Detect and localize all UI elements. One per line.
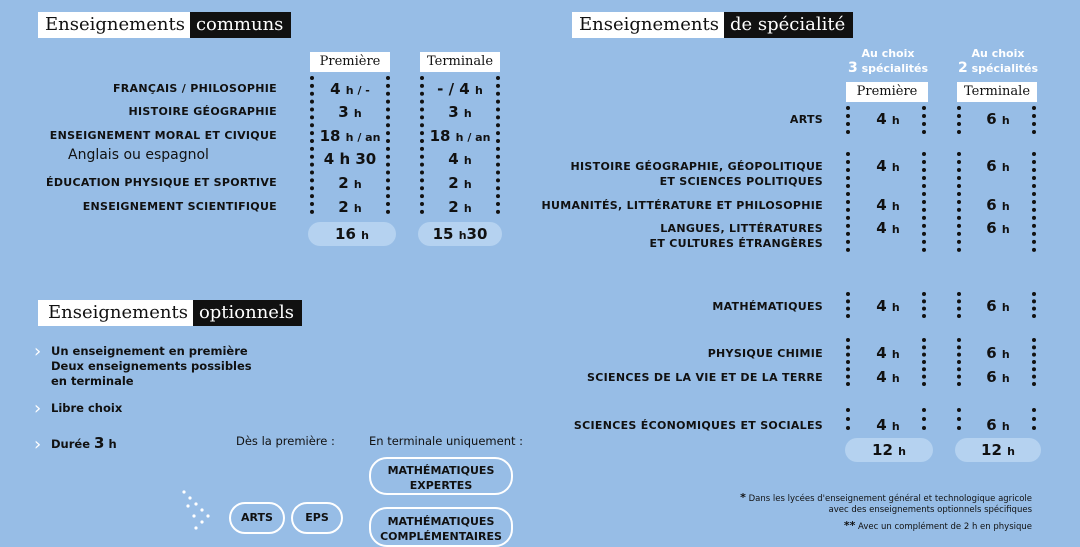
specialite-terminale-value	[964, 368, 1032, 386]
optionnels-bullet-1	[51, 344, 252, 389]
hours-value: 6	[986, 157, 997, 175]
communs-terminale-value	[424, 174, 496, 192]
choice-premiere	[840, 47, 936, 76]
communs-row-label: ENSEIGNEMENT MORAL ET CIVIQUE	[49, 129, 277, 142]
specialite-row-label	[790, 112, 823, 127]
optionnels-title-black: optionnels	[193, 300, 302, 326]
specialite-title-black: de spécialité	[724, 12, 853, 38]
dotted-divider	[957, 106, 961, 134]
hours-unit: h	[1001, 200, 1010, 213]
dotted-divider	[922, 292, 926, 318]
hours-unit: h / an	[455, 131, 491, 144]
choice-number: 3	[848, 60, 858, 76]
pill-line: MATHÉMATIQUES	[387, 515, 495, 528]
specialite-row-label	[541, 198, 823, 213]
dotted-divider	[922, 408, 926, 430]
hours-unit: h	[474, 84, 483, 97]
specialite-col-premiere: Première	[846, 82, 928, 102]
hours-value: 2	[448, 174, 459, 192]
footnote-1	[732, 492, 1032, 516]
footnote-2	[732, 520, 1032, 533]
footnote-marker: **	[843, 519, 856, 532]
communs-title-white: Enseignements	[38, 12, 190, 38]
hours-value: 4	[876, 368, 887, 386]
footnote-line: avec des enseignements optionnels spécifiques	[828, 505, 1032, 515]
specialite-terminale-value	[964, 110, 1032, 128]
dotted-divider	[846, 292, 850, 318]
chevron-right-icon: ›	[34, 398, 42, 419]
total-unit: h	[1007, 445, 1015, 458]
specialite-terminale-value	[964, 297, 1032, 315]
communs-premiere-value	[314, 174, 386, 192]
total-unit: h	[898, 445, 906, 458]
hours-value: 2	[448, 198, 459, 216]
specialite-terminale-value	[964, 344, 1032, 362]
hours-value: 3	[338, 103, 349, 121]
dotted-divider	[846, 152, 850, 252]
hours-value: 4	[876, 416, 887, 434]
hours-value: 18	[429, 127, 451, 145]
specialite-row-label	[708, 346, 823, 361]
duree-value: 3	[94, 434, 105, 452]
specialite-premiere-value	[854, 416, 922, 434]
pill-line: EXPERTES	[409, 479, 473, 492]
hours-value: 4	[876, 196, 887, 214]
duree-label: Durée	[51, 437, 91, 451]
specialite-total-terminale	[955, 438, 1041, 462]
footnote-line: Dans les lycées d'enseignement général et technologique agricole	[748, 494, 1032, 504]
communs-terminale-value	[424, 150, 496, 168]
hours-value: 6	[986, 344, 997, 362]
dotted-divider	[846, 338, 850, 386]
hours-value: 6	[986, 368, 997, 386]
communs-terminale-value	[424, 80, 496, 98]
specialite-total-premiere	[845, 438, 933, 462]
pill-line: COMPLÉMENTAIRES	[380, 530, 502, 543]
hours-unit: h	[891, 420, 900, 433]
choice-line: spécialités	[971, 62, 1038, 75]
specialite-row-label	[712, 299, 823, 314]
specialite-terminale-value	[964, 157, 1032, 175]
choice-line: spécialités	[861, 62, 928, 75]
bullet-line: Deux enseignements possibles	[51, 359, 252, 373]
optionnels-title-white: Enseignements	[38, 300, 193, 326]
hours-unit: h	[891, 348, 900, 361]
total-value: 12	[981, 441, 1002, 459]
chevron-right-icon: ›	[34, 434, 42, 455]
hours-unit: h	[1001, 372, 1010, 385]
specialite-row-label	[650, 221, 823, 251]
communs-total-premiere	[308, 222, 396, 246]
bullet-line: en terminale	[51, 374, 134, 388]
hours-unit: h	[891, 200, 900, 213]
hours-unit: h	[1001, 223, 1010, 236]
dotted-divider	[846, 106, 850, 134]
hours-unit: h	[1001, 161, 1010, 174]
bullet-line: Un enseignement en première	[51, 344, 248, 358]
hours-unit: h	[1001, 301, 1010, 314]
hours-value: 3	[448, 103, 459, 121]
communs-row-label: ENSEIGNEMENT SCIENTIFIQUE	[82, 200, 277, 213]
specialite-premiere-value	[854, 196, 922, 214]
label-line: MATHÉMATIQUES	[712, 300, 823, 313]
hours-unit: h	[353, 202, 362, 215]
label-line: SCIENCES DE LA VIE ET DE LA TERRE	[587, 371, 823, 384]
dotted-divider	[957, 152, 961, 252]
specialite-terminale-value	[964, 219, 1032, 237]
communs-title	[38, 12, 291, 38]
label-line: SCIENCES ÉCONOMIQUES ET SOCIALES	[573, 419, 823, 432]
communs-row-label: ÉDUCATION PHYSIQUE ET SPORTIVE	[46, 176, 277, 189]
total-value: 15	[432, 225, 454, 243]
hours-unit: h	[1001, 420, 1010, 433]
communs-title-black: communs	[190, 12, 291, 38]
hours-unit: h	[891, 114, 900, 127]
hours-value: 4	[876, 157, 887, 175]
hours-unit: h	[463, 178, 472, 191]
option-eps: EPS	[291, 502, 343, 534]
specialite-terminale-value	[964, 196, 1032, 214]
label-line: HUMANITÉS, LITTÉRATURE ET PHILOSOPHIE	[541, 199, 823, 212]
option-maths-complementaires	[369, 507, 513, 547]
hours-value: 4	[876, 344, 887, 362]
label-line: LANGUES, LITTÉRATURES	[660, 222, 823, 235]
total-unit: h	[458, 229, 467, 242]
hours-value: 4 h 30	[323, 150, 377, 168]
specialite-premiere-value	[854, 157, 922, 175]
hours-value: 4	[876, 219, 887, 237]
specialite-row-label	[571, 159, 823, 189]
specialite-row-label	[587, 370, 823, 385]
communs-premiere-value	[314, 103, 386, 121]
specialite-row-label	[574, 418, 823, 433]
duree-unit: h	[108, 437, 117, 451]
option-maths-expertes	[369, 457, 513, 495]
label-line: ET CULTURES ÉTRANGÈRES	[649, 237, 823, 250]
communs-premiere-value	[314, 198, 386, 216]
dotted-divider	[957, 408, 961, 430]
hours-unit: h	[891, 223, 900, 236]
hours-value: 6	[986, 196, 997, 214]
dotted-divider	[1032, 292, 1036, 318]
hours-unit: h	[1001, 348, 1010, 361]
hours-value: 2	[338, 198, 349, 216]
hours-value: 6	[986, 297, 997, 315]
choice-line: Au choix	[971, 47, 1025, 60]
communs-row-label: FRANÇAIS / PHILOSOPHIE	[112, 82, 277, 95]
communs-total-terminale	[418, 222, 502, 246]
terminale-options-heading: En terminale uniquement :	[369, 434, 524, 448]
specialite-premiere-value	[854, 219, 922, 237]
communs-terminale-value	[424, 103, 496, 121]
hours-value: 4	[876, 110, 887, 128]
hours-value: - / 4	[437, 80, 470, 98]
optionnels-title	[38, 300, 302, 326]
communs-terminale-value	[424, 127, 496, 145]
optionnels-bullet-3	[51, 436, 117, 452]
label-line: ARTS	[789, 113, 823, 126]
option-arts: ARTS	[229, 502, 285, 534]
hours-unit: h / an	[345, 131, 381, 144]
hours-unit: h	[891, 372, 900, 385]
communs-premiere-value	[314, 127, 386, 145]
communs-col-premiere: Première	[310, 52, 390, 72]
communs-terminale-value	[424, 198, 496, 216]
hours-unit: h	[463, 154, 472, 167]
hours-value: 2	[338, 174, 349, 192]
premiere-options-heading: Dès la première :	[236, 434, 335, 448]
communs-premiere-value	[314, 150, 386, 168]
specialite-col-terminale: Terminale	[957, 82, 1037, 102]
specialite-premiere-value	[854, 297, 922, 315]
hours-value: 6	[986, 219, 997, 237]
hours-value: 6	[986, 110, 997, 128]
dotted-divider	[1032, 408, 1036, 430]
pill-line: MATHÉMATIQUES	[387, 464, 495, 477]
hours-value: 18	[319, 127, 341, 145]
hours-value: 4	[330, 80, 341, 98]
specialite-title-white: Enseignements	[572, 12, 724, 38]
specialite-premiere-value	[854, 344, 922, 362]
dotted-divider	[957, 292, 961, 318]
dotted-divider	[922, 152, 926, 252]
dotted-divider	[1032, 338, 1036, 386]
optionnels-bullet-2: Libre choix	[51, 401, 123, 415]
specialite-premiere-value	[854, 368, 922, 386]
dotted-divider	[922, 338, 926, 386]
choice-number: 2	[958, 60, 968, 76]
specialite-premiere-value	[854, 110, 922, 128]
dotted-divider	[846, 408, 850, 430]
total-unit: h	[361, 229, 369, 242]
dotted-divider	[1032, 152, 1036, 252]
dotted-divider	[1032, 106, 1036, 134]
specialite-title	[572, 12, 853, 38]
footnote-line: Avec un complément de 2 h en physique	[858, 522, 1032, 532]
communs-col-terminale: Terminale	[420, 52, 500, 72]
hours-unit: h	[353, 178, 362, 191]
choice-line: Au choix	[861, 47, 915, 60]
total-value: 12	[872, 441, 893, 459]
hours-value: 6	[986, 416, 997, 434]
communs-row-label: Anglais ou espagnol	[68, 147, 209, 163]
hours-unit: h / -	[345, 84, 370, 97]
hours-unit: h	[891, 161, 900, 174]
communs-row-label: HISTOIRE GÉOGRAPHIE	[128, 105, 277, 118]
choice-terminale	[950, 47, 1046, 76]
hours-unit: h	[891, 301, 900, 314]
dotted-divider	[386, 76, 390, 214]
footnote-marker: *	[740, 491, 746, 504]
dotted-divider	[922, 106, 926, 134]
hours-value: 4	[448, 150, 459, 168]
label-line: HISTOIRE GÉOGRAPHIE, GÉOPOLITIQUE	[570, 160, 823, 173]
total-value-minutes: 30	[466, 225, 488, 243]
hours-unit: h	[463, 202, 472, 215]
specialite-terminale-value	[964, 416, 1032, 434]
dotted-arrow-icon	[178, 486, 218, 540]
communs-premiere-value	[314, 80, 386, 98]
hours-value: 4	[876, 297, 887, 315]
dotted-divider	[496, 76, 500, 214]
hours-unit: h	[463, 107, 472, 120]
label-line: PHYSIQUE CHIMIE	[707, 347, 823, 360]
dotted-divider	[957, 338, 961, 386]
label-line: ET SCIENCES POLITIQUES	[659, 175, 823, 188]
hours-unit: h	[1001, 114, 1010, 127]
total-value: 16	[335, 225, 356, 243]
hours-unit: h	[353, 107, 362, 120]
chevron-right-icon: ›	[34, 341, 42, 362]
